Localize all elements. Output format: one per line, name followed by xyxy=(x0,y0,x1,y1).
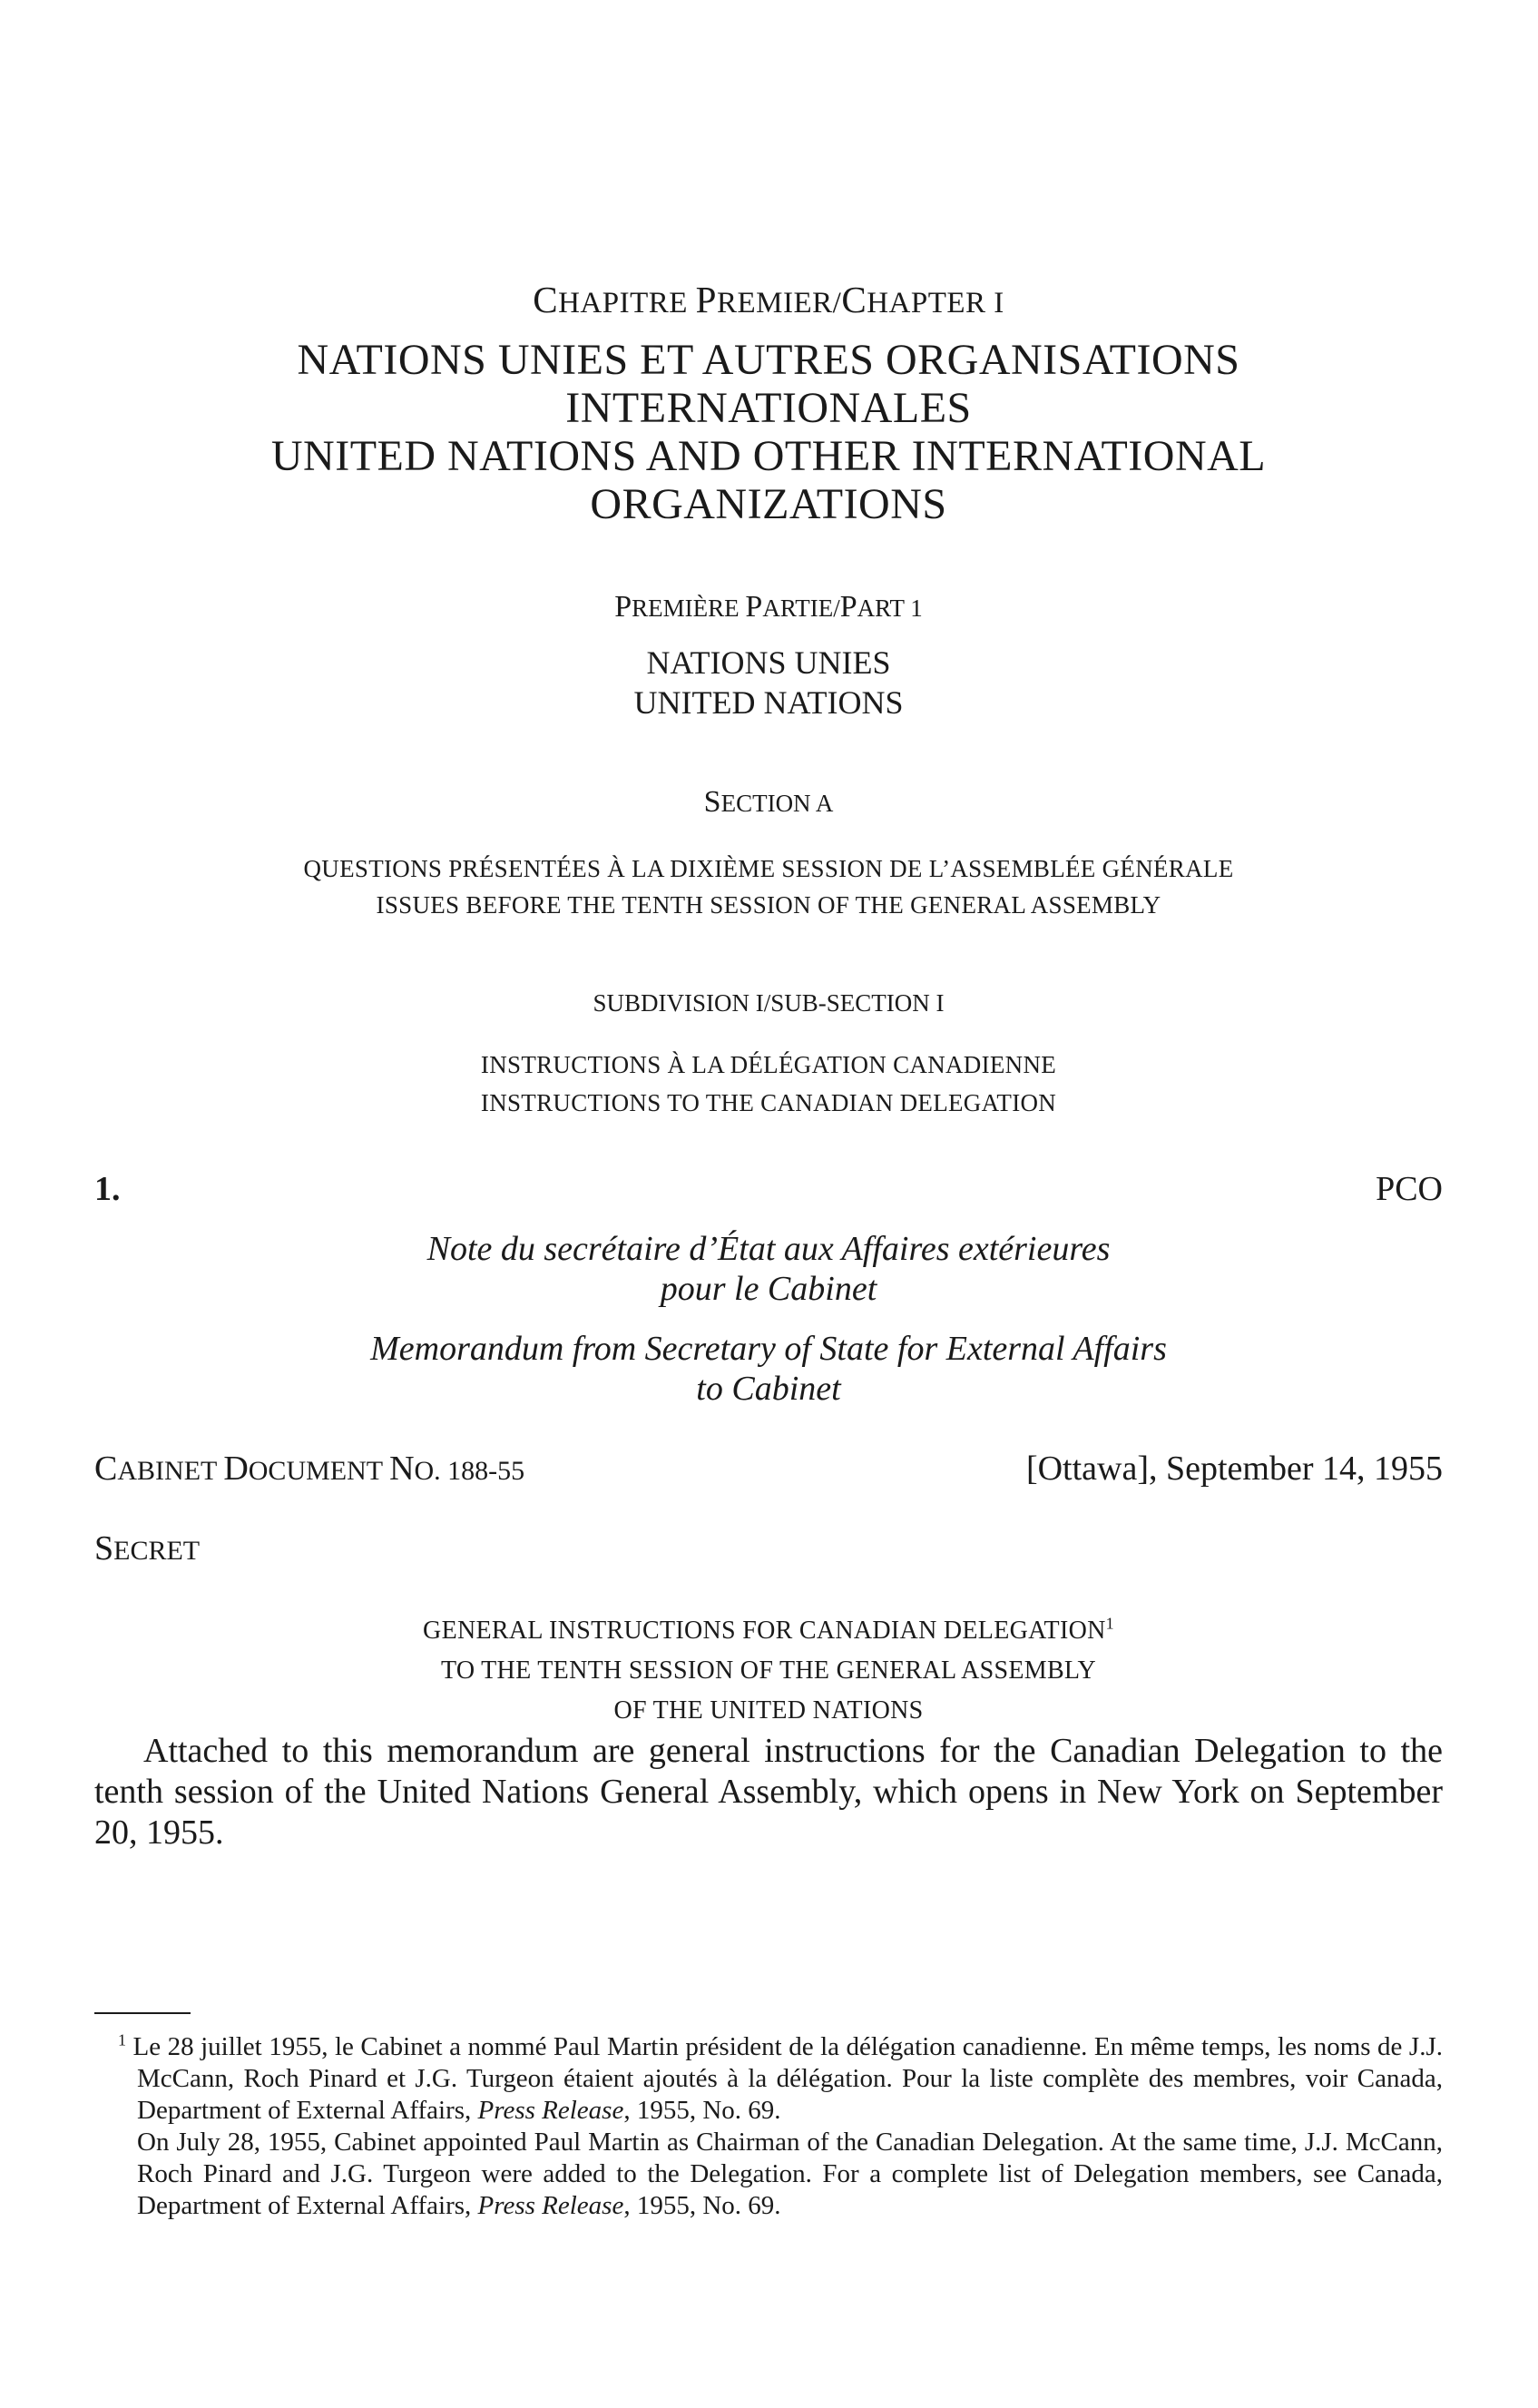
instructions-title-line: TO THE TENTH SESSION OF THE GENERAL ASSEMBLY xyxy=(440,1656,1097,1685)
footnote-divider xyxy=(94,2012,191,2014)
chapter-title-line: INTERNATIONALES xyxy=(565,384,972,432)
memo-title-en xyxy=(94,1329,1443,1409)
memo-title-line: to Cabinet xyxy=(696,1370,841,1408)
memo-title-line: pour le Cabinet xyxy=(660,1270,877,1308)
section-title xyxy=(94,850,1443,923)
part-title-line: NATIONS UNIES xyxy=(646,644,891,681)
cabinet-document-number: CABINET DOCUMENT NO. 188-55 xyxy=(94,1450,525,1488)
part-title xyxy=(94,643,1443,722)
footnote xyxy=(94,2031,1443,2222)
memo-title-line: Note du secrétaire d’État aux Affaires extérieures xyxy=(426,1230,1111,1268)
subdivision-title-line: INSTRUCTIONS À LA DÉLÉGATION CANADIENNE xyxy=(480,1051,1057,1078)
document-page xyxy=(94,0,1443,2408)
body-paragraph: Attached to this memorandum are general instructions for the Canadian Delegation to the tenth session of the United Nations General Assembly, which opens in New York on September 20, 1955. xyxy=(94,1732,1443,1852)
footnote-french: $^1$ Le 28 juillet 1955, le Cabinet a nommé Paul Martin président de la délégation canadienne. En même temps, les noms de J.J. McCann, Roch Pinard et J.G. Turgeon étaient ajoutés à la délégation. Pour la liste complète des membres, voir Canada, Department of External Affairs, Press Release, 1955, No. 69. xyxy=(118,2030,1443,2125)
section-title-line: QUESTIONS PRÉSENTÉES À LA DIXIÈME SESSION DE L’ASSEMBLÉE GÉNÉRALE xyxy=(303,855,1234,882)
document-number: 1. xyxy=(94,1170,121,1208)
footnote-marker: 1 xyxy=(118,2030,126,2049)
part-title-line: UNITED NATIONS xyxy=(633,684,904,721)
section-label: SECTION A xyxy=(703,785,834,819)
memo-title-line: Memorandum from Secretary of State for External Affairs xyxy=(370,1330,1167,1368)
instructions-title-line: GENERAL INSTRUCTIONS FOR CANADIAN DELEGATION$^1$ xyxy=(423,1614,1114,1645)
chapter-label: CHAPITRE PREMIER/CHAPTER I xyxy=(533,279,1004,320)
footnote-reference: 1 xyxy=(1105,1614,1114,1633)
dateline: [Ottawa], September 14, 1955 xyxy=(1025,1450,1443,1488)
chapter-title xyxy=(94,336,1443,528)
section-title-line: ISSUES BEFORE THE TENTH SESSION OF THE GENERAL ASSEMBLY xyxy=(376,891,1161,919)
memo-title-fr xyxy=(94,1229,1443,1309)
document-source: PCO xyxy=(1376,1170,1443,1208)
footnote-english: On July 28, 1955, Cabinet appointed Paul Martin as Chairman of the Canadian Delegation. At the same time, J.J. McCann, Roch Pinard and J.G. Turgeon were added to the Delegation. For a complete list of Delegation members, see Canada, Department of External Affairs, Press Release, 1955, No. 69. xyxy=(137,2128,1443,2220)
instructions-title-line: OF THE UNITED NATIONS xyxy=(613,1696,924,1725)
subdivision-title xyxy=(94,1046,1443,1122)
chapter-title-line: UNITED NATIONS AND OTHER INTERNATIONAL xyxy=(270,432,1267,480)
subdivision-title-line: INSTRUCTIONS TO THE CANADIAN DELEGATION xyxy=(480,1089,1057,1116)
classification: SECRET xyxy=(94,1529,201,1568)
instructions-title xyxy=(94,1611,1443,1731)
chapter-title-line: NATIONS UNIES ET AUTRES ORGANISATIONS xyxy=(297,336,1240,384)
chapter-title-line: ORGANIZATIONS xyxy=(590,480,947,528)
subdivision-label: SUBDIVISION I/SUB-SECTION I xyxy=(593,989,945,1017)
part-label: PREMIÈRE PARTIE/PART 1 xyxy=(614,590,923,624)
